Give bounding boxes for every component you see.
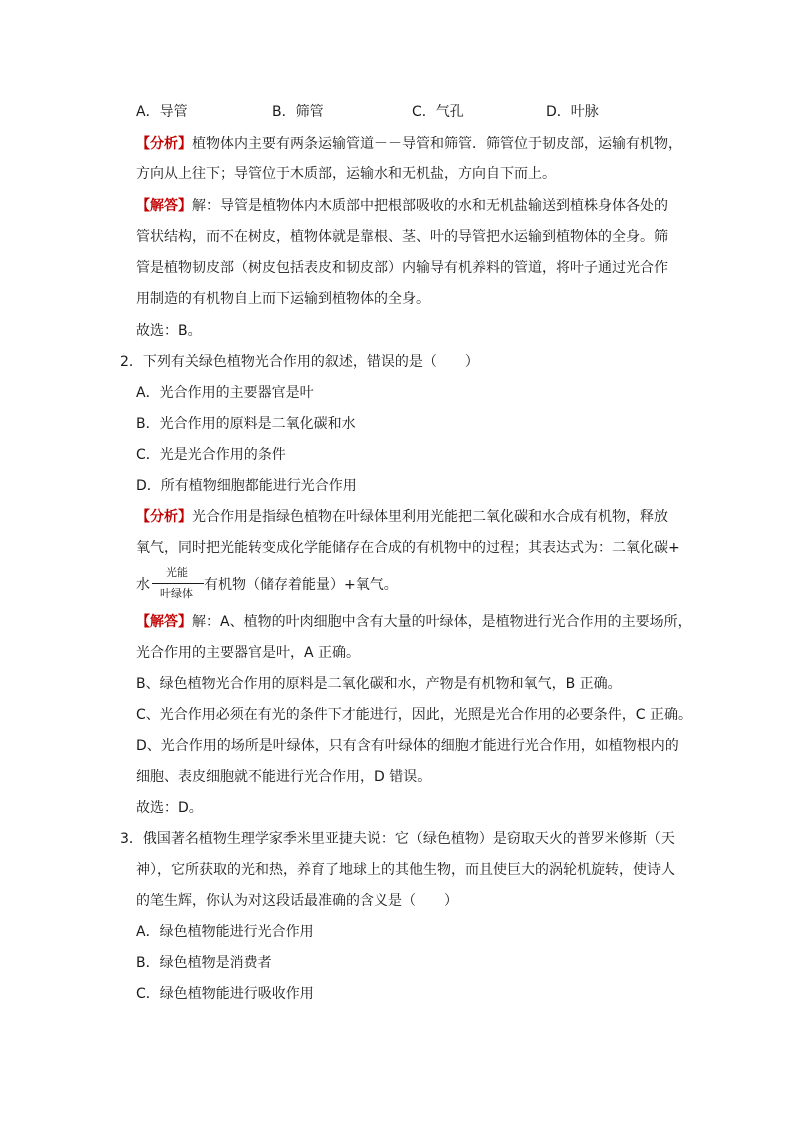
q1-answer-line-4: 用制造的有机物自上而下运输到植物体的全身。 — [136, 291, 430, 307]
formula-left: 水 — [136, 577, 150, 593]
q3-option-c[interactable]: C．绿色植物能进行吸收作用 — [136, 986, 314, 1002]
q1-analysis-line-2: 方向从上往下；导管位于木质部，运输水和无机盐，方向自下而上。 — [136, 166, 556, 182]
q2-answer-text-1: 解：A、植物的叶肉细胞中含有大量的叶绿体，是植物进行光合作用的主要场所， — [192, 614, 692, 630]
q1-answer-line-2: 管状结构，而不在树皮，植物体就是靠根、茎、叶的导管把水运输到植物体的全身。筛 — [136, 229, 668, 245]
q3-stem-line-1: 3．俄国著名植物生理学家季米里亚捷夫说：它（绿色植物）是窃取天火的普罗米修斯（天 — [120, 831, 675, 847]
q2-analysis-line-2: 氧气，同时把光能转变成化学能储存在合成的有机物中的过程；其表达式为：二氧化碳+ — [136, 540, 680, 556]
q1-answer-line-1 — [136, 196, 668, 216]
q1-analysis-text-1: 植物体内主要有两条运输管道－－导管和筛管．筛管位于韧皮部，运输有机物， — [192, 136, 682, 152]
q1-option-d[interactable]: D．叶脉 — [546, 104, 599, 120]
q2-option-a[interactable]: A．光合作用的主要器官是叶 — [136, 385, 314, 401]
q2-choice: 故选：D。 — [136, 800, 203, 816]
q3-option-a[interactable]: A．绿色植物能进行光合作用 — [136, 924, 314, 940]
q1-option-a[interactable]: A．导管 — [136, 104, 188, 120]
q2-answer-line-4: C、光合作用必须在有光的条件下才能进行，因此，光照是光合作用的必要条件，C 正确。 — [136, 707, 692, 723]
analysis-tag: 【分析】 — [136, 136, 192, 152]
answer-tag: 【解答】 — [136, 614, 192, 630]
q2-analysis-line-1 — [136, 507, 668, 527]
q2-answer-line-2: 光合作用的主要器官是叶，A 正确。 — [136, 645, 361, 661]
formula-condition-below: 叶绿体 — [160, 587, 193, 600]
q2-answer-line-3: B、绿色植物光合作用的原料是二氧化碳和水，产物是有机物和氧气，B 正确。 — [136, 676, 622, 692]
q2-option-b[interactable]: B．光合作用的原料是二氧化碳和水 — [136, 416, 356, 432]
q1-answer-line-3: 管是植物韧皮部（树皮包括表皮和韧皮部）内输导有机养料的管道，将叶子通过光合作 — [136, 260, 668, 276]
q2-answer-line-5: D、光合作用的场所是叶绿体，只有含有叶绿体的细胞才能进行光合作用，如植物根内的 — [136, 738, 679, 754]
formula-condition-above: 光能 — [166, 566, 188, 579]
q2-analysis-text-1: 光合作用是指绿色植物在叶绿体里利用光能把二氧化碳和水合成有机物，释放 — [192, 509, 668, 525]
analysis-tag: 【分析】 — [136, 509, 192, 525]
q3-stem-line-2: 神），它所获取的光和热，养育了地球上的其他生物，而且使巨大的涡轮机旋转，使诗人 — [136, 862, 675, 878]
formula-right: 有机物（储存着能量）+氧气。 — [204, 577, 398, 593]
q1-analysis-line-1 — [136, 134, 682, 154]
q2-answer-line-1 — [136, 612, 692, 632]
q3-option-b[interactable]: B．绿色植物是消费者 — [136, 955, 272, 971]
q2-option-d[interactable]: D．所有植物细胞都能进行光合作用 — [136, 478, 357, 494]
q3-stem-line-3: 的笔生辉，你认为对这段话最准确的含义是（ ） — [136, 893, 458, 909]
q1-answer-text-1: 解：导管是植物体内木质部中把根部吸收的水和无机盐输送到植株身体各处的 — [192, 198, 668, 214]
q1-option-c[interactable]: C．气孔 — [412, 104, 464, 120]
q2-option-c[interactable]: C．光是光合作用的条件 — [136, 447, 286, 463]
answer-tag: 【解答】 — [136, 198, 192, 214]
q1-option-b[interactable]: B．筛管 — [272, 104, 324, 120]
formula-arrow — [152, 583, 204, 584]
q2-stem: 2．下列有关绿色植物光合作用的叙述，错误的是（ ） — [120, 354, 479, 370]
q2-answer-line-6: 细胞、表皮细胞就不能进行光合作用，D 错误。 — [136, 769, 432, 785]
q1-choice: 故选：B。 — [136, 323, 202, 339]
